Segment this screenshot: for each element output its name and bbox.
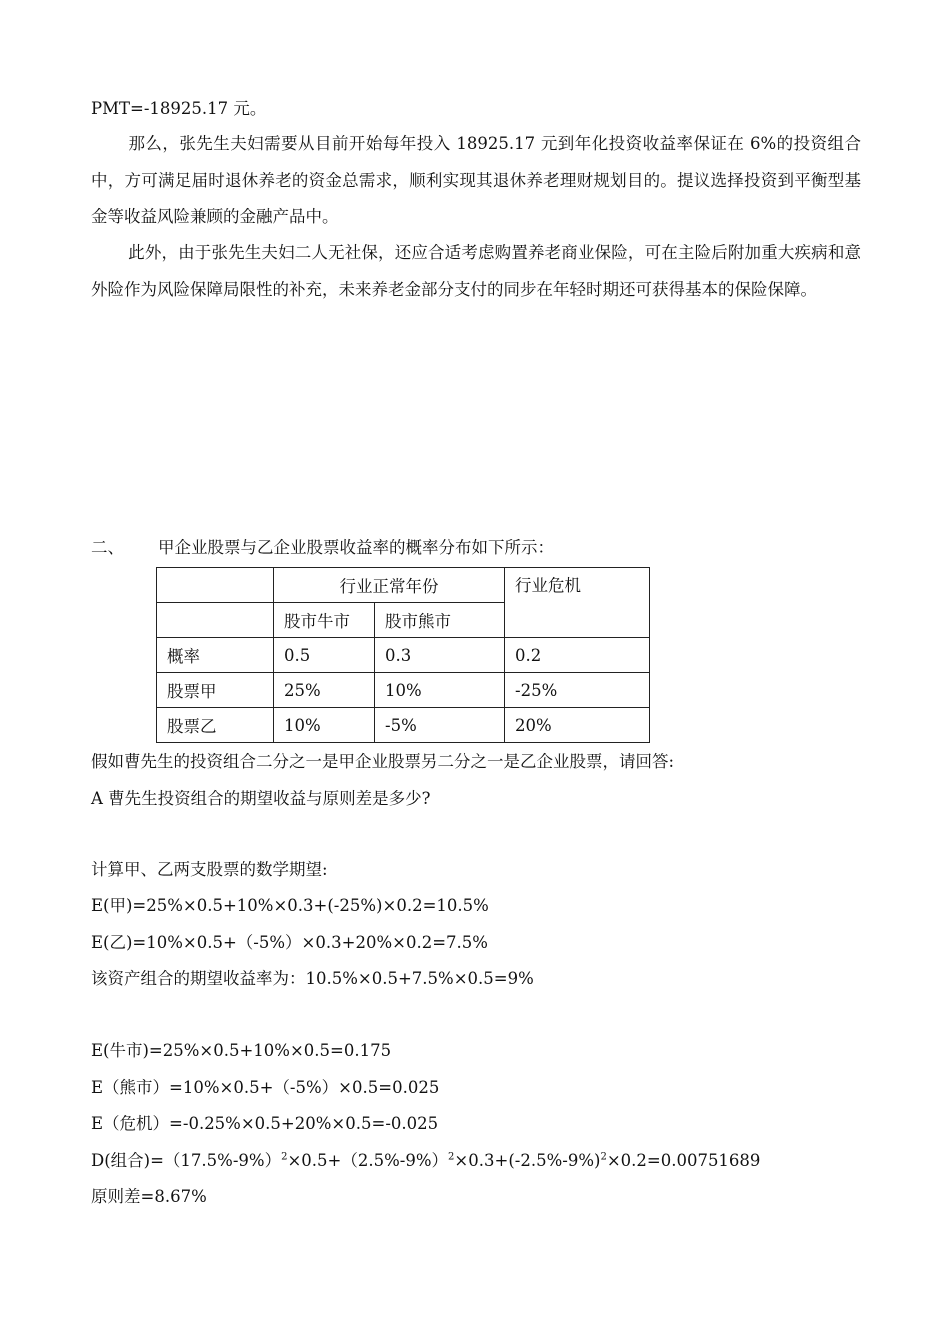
table-blank-cell <box>157 603 274 638</box>
section-title: 甲企业股票与乙企业股票收益率的概率分布如下所示： <box>158 538 554 557</box>
paragraph-investment <box>91 126 861 236</box>
header-crisis: 行业危机 <box>505 568 650 638</box>
variance-exp-1: 2 <box>281 1151 288 1163</box>
calc-e-yi: E(乙)=10%×0.5+（-5%）×0.3+20%×0.2=7.5% <box>91 933 488 952</box>
calc-e-jia: E(甲)=25%×0.5+10%×0.3+(-25%)×0.2=10.5% <box>91 896 489 915</box>
paragraph-insurance-text: 此外，由于张先生夫妇二人无社保，还应合适考虑购置养老商业保险，可在主险后附加重大疾病和意外险作为风险保障局限性的补充，未来养老金部分支付的同步在年轻时期还可获得基本的保险保障。 <box>91 243 861 299</box>
cell-crisis: -25% <box>505 673 650 708</box>
variance-part-1: D(组合)=（17.5%-9%） <box>91 1151 282 1170</box>
calc-portfolio: 该资产组合的期望收益率为：10.5%×0.5+7.5%×0.5=9% <box>91 969 534 988</box>
pmt-line: PMT=-18925.17 元。 <box>91 99 267 118</box>
calc-variance <box>91 1150 760 1172</box>
variance-exp-2: 2 <box>448 1151 455 1163</box>
paragraph-investment-text: 那么，张先生夫妇需要从目前开始每年投入 18925.17 元到年化投资收益率保证在 6%的投资组合中，方可满足届时退休养老的资金总需求，顺利实现其退休养老理财规划目的。提议选择投资到平衡型基金等收益风险兼顾的金融产品中。 <box>91 134 861 226</box>
row-label: 股票甲 <box>157 673 274 708</box>
section-number: 二、 <box>91 538 124 557</box>
question-setup: 假如曹先生的投资组合二分之一是甲企业股票另二分之一是乙企业股票，请回答: <box>91 752 675 771</box>
table-row <box>157 638 650 673</box>
cell-bear: -5% <box>375 708 505 743</box>
table-header-row <box>157 568 650 603</box>
cell-bull: 25% <box>274 673 375 708</box>
calc-e-bull: E(牛市)=25%×0.5+10%×0.5=0.175 <box>91 1041 392 1060</box>
row-label: 概率 <box>157 638 274 673</box>
calc-intro: 计算甲、乙两支股票的数学期望: <box>91 860 328 879</box>
question-a: A 曹先生投资组合的期望收益与原则差是多少? <box>91 789 431 808</box>
probability-table <box>156 567 650 743</box>
table-row <box>157 708 650 743</box>
header-normal-years: 行业正常年份 <box>274 568 505 603</box>
section-heading <box>91 537 554 559</box>
variance-part-2: ×0.5+（2.5%-9%） <box>287 1151 449 1170</box>
cell-crisis: 0.2 <box>505 638 650 673</box>
cell-crisis: 20% <box>505 708 650 743</box>
cell-bull: 10% <box>274 708 375 743</box>
variance-part-4: ×0.2=0.00751689 <box>606 1151 761 1170</box>
cell-bear: 10% <box>375 673 505 708</box>
row-label: 股票乙 <box>157 708 274 743</box>
calc-std: 原则差=8.67% <box>91 1187 207 1206</box>
paragraph-insurance <box>91 235 861 308</box>
header-bull: 股市牛市 <box>274 603 375 638</box>
cell-bull: 0.5 <box>274 638 375 673</box>
calc-e-crisis: E（危机）=-0.25%×0.5+20%×0.5=-0.025 <box>91 1114 439 1133</box>
calc-e-bear: E（熊市）=10%×0.5+（-5%）×0.5=0.025 <box>91 1078 440 1097</box>
cell-bear: 0.3 <box>375 638 505 673</box>
variance-exp-3: 2 <box>600 1151 607 1163</box>
table-row <box>157 673 650 708</box>
variance-part-3: ×0.3+(-2.5%-9%) <box>454 1151 601 1170</box>
header-bear: 股市熊市 <box>375 603 505 638</box>
table-corner-cell <box>157 568 274 603</box>
